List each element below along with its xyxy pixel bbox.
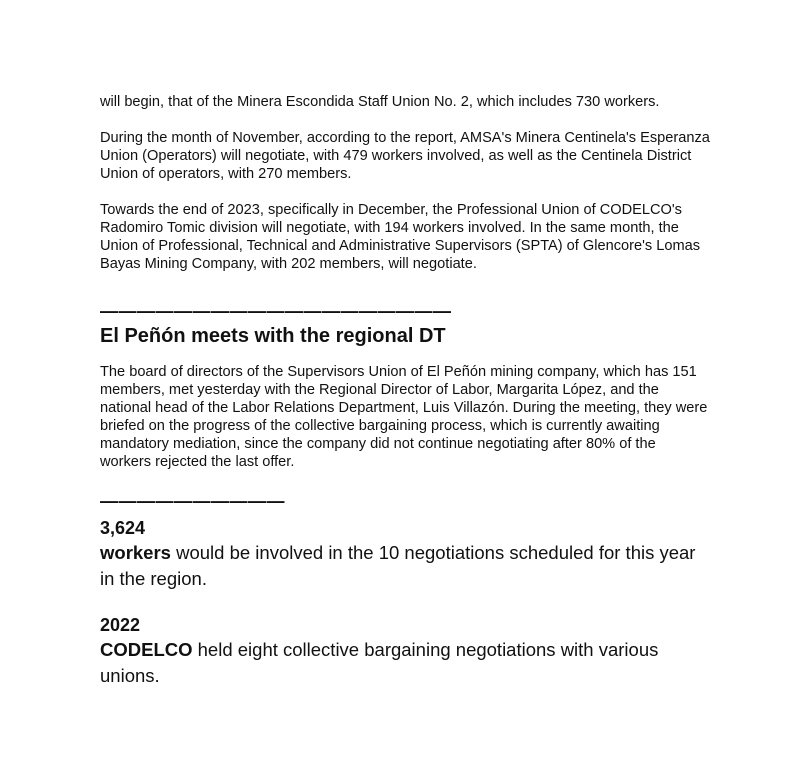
section-heading: El Peñón meets with the regional DT bbox=[100, 325, 446, 347]
stats-divider: —————————— bbox=[100, 491, 285, 511]
stat-description bbox=[100, 637, 710, 689]
section-divider: ——————————————————— bbox=[100, 301, 452, 321]
stat-block bbox=[100, 614, 710, 689]
stat-text: would be involved in the 10 negotiations scheduled for this year in the region. bbox=[100, 542, 696, 589]
article-page bbox=[100, 93, 710, 689]
stat-keyword: workers bbox=[100, 542, 171, 563]
paragraph-december: Towards the end of 2023, specifically in December, the Professional Union of CODELCO's Radomiro Tomic division will negotiate, with 194 workers involved. In the same month, the Union of Professional, Technical and Administrative Supervisors (SPTA) of Glencore's Lomas Bayas Mining Company, with 202 members, will negotiate. bbox=[100, 202, 701, 272]
stat-text: held eight collective bargaining negotiations with various unions. bbox=[100, 639, 659, 686]
stat-number: 2022 bbox=[100, 615, 141, 635]
paragraph-escondida: will begin, that of the Minera Escondida Staff Union No. 2, which includes 730 workers. bbox=[100, 94, 660, 110]
stat-keyword: CODELCO bbox=[100, 639, 193, 660]
stat-number: 3,624 bbox=[100, 518, 146, 538]
section-body: The board of directors of the Supervisors Union of El Peñón mining company, which has 151 members, met yesterday with the Regional Director of Labor, Margarita López, and the national head of the Labor Relations Department, Luis Villazón. During the meeting, they were briefed on the progress of the collective bargaining process, which is currently awaiting mandatory mediation, since the company did not continue negotiating after 80% of the workers rejected the last offer. bbox=[100, 364, 708, 470]
stat-block bbox=[100, 517, 710, 592]
stat-description bbox=[100, 540, 710, 592]
paragraph-november: During the month of November, according to the report, AMSA's Minera Centinela's Esperanza Union (Operators) will negotiate, with 479 workers involved, as well as the Centinela District Union of operators, with 270 members. bbox=[100, 130, 710, 182]
